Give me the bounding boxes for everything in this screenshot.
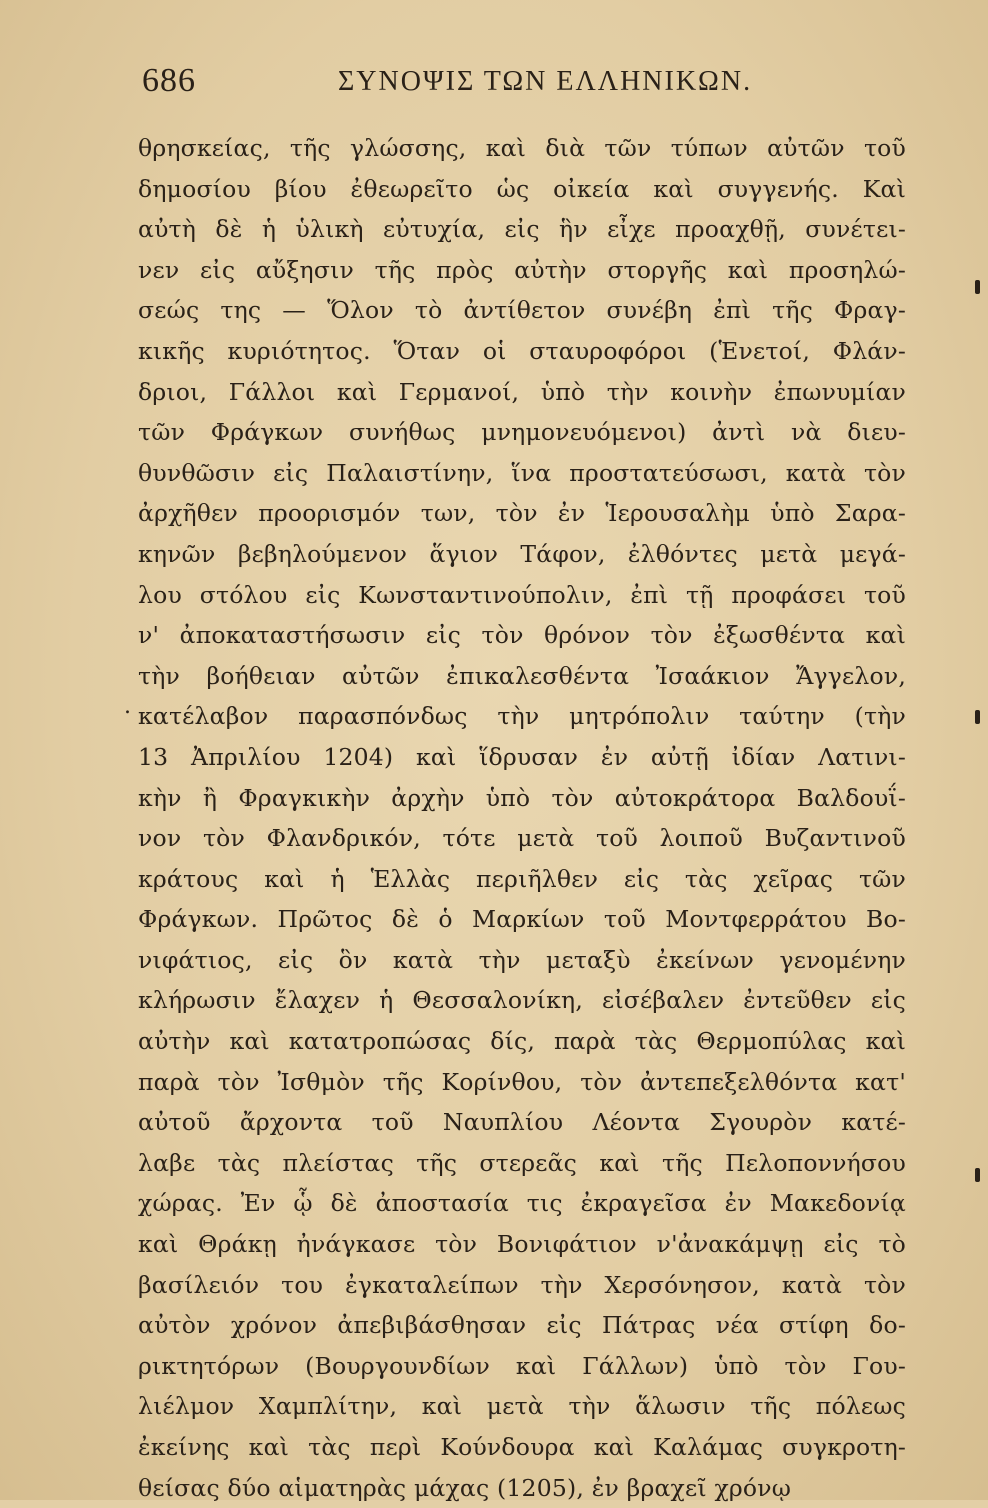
text-line: τὴν βοήθειαν αὐτῶν ἐπικαλεσθέντα Ἰσαάκιον Ἄγγελον, [138,661,906,690]
text-line: ν' ἀποκαταστήσωσιν εἰς τὸν θρόνον τὸν ἐξωσθέντα καὶ [138,621,906,650]
text-line: αὐτὴν καὶ κατατροπώσας δίς, παρὰ τὰς Θερμοπύλας καὶ [138,1027,906,1056]
text-line: λιέλμον Χαμπλίτην, καὶ μετὰ τὴν ἅλωσιν τῆς πόλεως [138,1392,906,1421]
body-text [138,128,906,1508]
text-line: δριοι, Γάλλοι καὶ Γερμανοί, ὑπὸ τὴν κοινὴν ἐπωνυμίαν [138,377,906,406]
text-line: σεώς της — Ὅλον τὸ ἀντίθετον συνέβη ἐπὶ τῆς Φραγ- [138,296,906,325]
text-line: θείσας δύο αἱματηρὰς μάχας (1205), ἐν βραχεῖ χρόνῳ [138,1473,792,1502]
text-line: κικῆς κυριότητος. Ὅταν οἱ σταυροφόροι (Ἑνετοί, Φλάν- [138,336,906,365]
text-line: Φράγκων. Πρῶτος δὲ ὁ Μαρκίων τοῦ Μοντφερράτου Βο- [138,905,906,934]
text-line: κατέλαβον παρασπόνδως τὴν μητρόπολιν ταύτην (τὴν [138,702,906,731]
margin-mark [975,280,980,294]
text-line: νιφάτιος, εἰς ὃν κατὰ τὴν μεταξὺ ἐκείνων γενομένην [138,945,906,974]
running-title: ΣΥΝΟΨΙΣ ΤΩΝ ΕΛΛΗΝΙΚΩΝ. [338,66,753,97]
margin-mark [975,710,980,724]
text-line: καὶ Θράκῃ ἠνάγκασε τὸν Βονιφάτιον ν'ἀνακάμψῃ εἰς τὸ [138,1230,906,1259]
text-line: θυνθῶσιν εἰς Παλαιστίνην, ἵνα προστατεύσωσι, κατὰ τὸν [138,458,906,487]
text-line: χώρας. Ἐν ᾧ δὲ ἀποστασία τις ἐκραγεῖσα ἐν Μακεδονίᾳ [138,1189,906,1218]
text-line: ἐκείνης καὶ τὰς περὶ Κούνδουρα καὶ Καλάμας συγκροτη- [138,1433,906,1461]
text-line: κηνῶν βεβηλούμενον ἅγιον Τάφον, ἐλθόντες μετὰ μεγά- [138,539,906,568]
page-number: 686 [142,62,196,99]
text-line: νον τὸν Φλανδρικόν, τότε μετὰ τοῦ λοιποῦ Βυζαντινοῦ [138,824,906,853]
text-line: τῶν Φράγκων συνήθως μνημονευόμενοι) ἀντὶ νὰ διευ- [138,418,906,447]
text-line: δημοσίου βίου ἐθεωρεῖτο ὡς οἰκεία καὶ συγγενής. Καὶ [138,174,906,203]
text-line: αὐτὴ δὲ ἡ ὑλικὴ εὐτυχία, εἰς ἣν εἶχε προαχθῇ, συνέτει- [138,215,906,244]
text-line: βασίλειόν του ἐγκαταλείπων τὴν Χερσόνησον, κατὰ τὸν [138,1270,906,1299]
margin-mark [975,1168,980,1182]
text-line: παρὰ τὸν Ἰσθμὸν τῆς Κορίνθου, τὸν ἀντεπεξελθόντα κατ' [138,1067,906,1096]
text-line: αὐτοῦ ἄρχοντα τοῦ Ναυπλίου Λέοντα Σγουρὸν κατέ- [138,1108,906,1137]
text-line: ἀρχῆθεν προορισμόν των, τὸν ἐν Ἱερουσαλὴμ ὑπὸ Σαρα- [138,499,906,528]
text-line: θρησκείας, τῆς γλώσσης, καὶ διὰ τῶν τύπων αὐτῶν τοῦ [138,134,906,162]
text-line: κράτους καὶ ἡ Ἑλλὰς περιῆλθεν εἰς τὰς χεῖρας τῶν [138,864,906,893]
margin-dot: . [124,694,131,719]
text-line: αὐτὸν χρόνον ἀπεβιβάσθησαν εἰς Πάτρας νέα στίφη δο- [138,1311,906,1340]
text-line: κὴν ἢ Φραγκικὴν ἀρχὴν ὑπὸ τὸν αὐτοκράτορα Βαλδουΐ- [138,783,906,812]
text-line: νεν εἰς αὔξησιν τῆς πρὸς αὐτὴν στοργῆς καὶ προσηλώ- [138,255,906,284]
text-line: 13 Ἀπριλίου 1204) καὶ ἵδρυσαν ἐν αὐτῇ ἰδίαν Λατινι- [138,742,906,771]
text-line: λαβε τὰς πλείστας τῆς στερεᾶς καὶ τῆς Πελοποννήσου [138,1148,906,1177]
text-line: κλήρωσιν ἔλαχεν ἡ Θεσσαλονίκη, εἰσέβαλεν ἐντεῦθεν εἰς [138,986,906,1015]
text-line: λου στόλου εἰς Κωνσταντινούπολιν, ἐπὶ τῇ προφάσει τοῦ [138,580,906,609]
page-header [142,62,902,110]
text-line: ρικτητόρων (Βουργουνδίων καὶ Γάλλων) ὑπὸ τὸν Γου- [138,1351,906,1380]
